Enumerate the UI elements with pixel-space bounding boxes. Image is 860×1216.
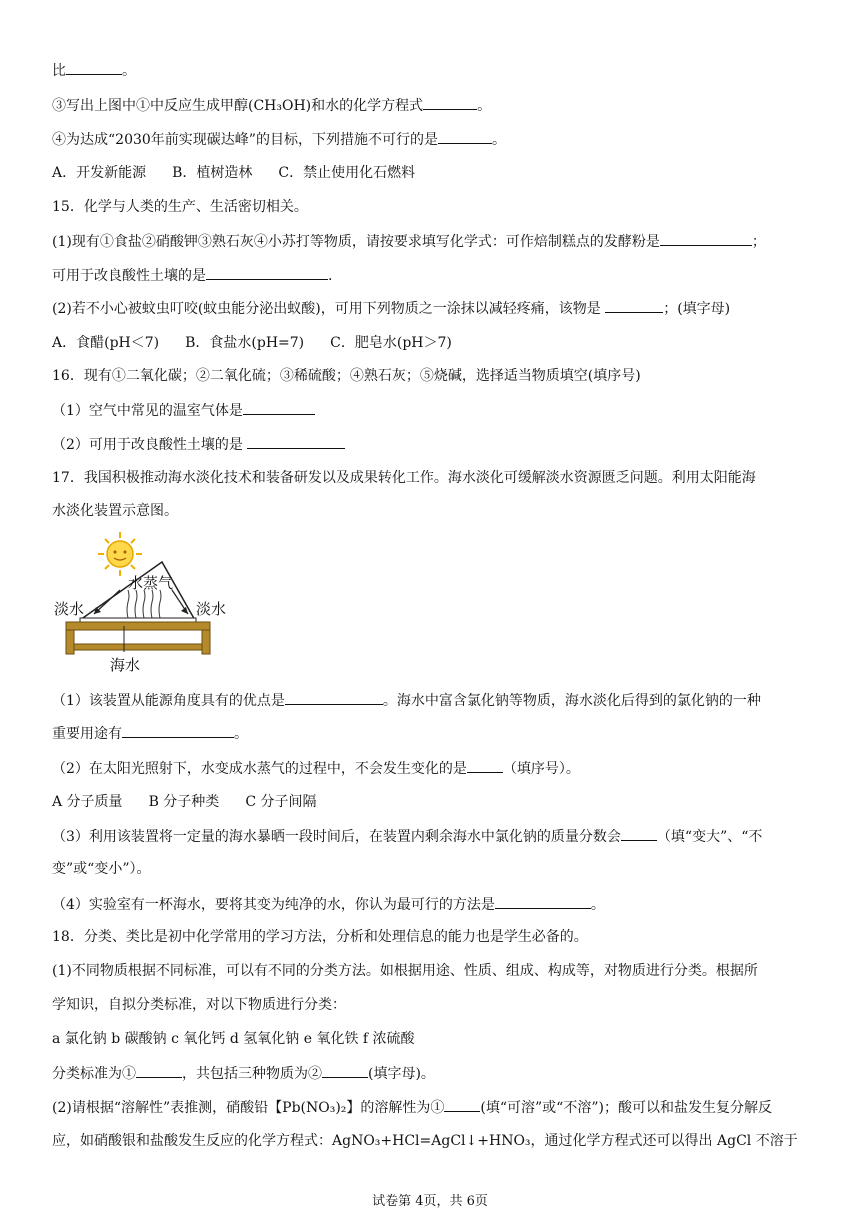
text-line: （3）利用该装置将一定量的海水暴晒一段时间后，在装置内剩余海水中氯化钠的质量分数会 （填“变大”、“不: [52, 826, 820, 847]
options-line: A 分子质量 B 分子种类 C 分子间隔: [52, 794, 317, 810]
text-line: 重要用途有 。: [52, 723, 820, 744]
page-footer: 试卷第 4页，共 6页: [372, 1194, 488, 1209]
text-line: (1)不同物质根据不同标准，可以有不同的分类方法。如根据用途、性质、组成、构成等，对物质进行分类。根据所: [52, 963, 758, 979]
answer-blank[interactable]: [322, 1063, 368, 1078]
answer-blank[interactable]: [247, 434, 345, 449]
text-line: 学知识，自拟分类标准，对以下物质进行分类：: [52, 997, 346, 1013]
question-16: 16．现有①二氧化碳；②二氧化硫；③稀硫酸；④熟石灰；⑤烧碱，选择适当物质填空(填序号): [52, 368, 641, 384]
text-line: (2)请根据“溶解性”表推测，硝酸铅【Pb(NO₃)₂】的溶解性为① (填“可溶”或“不溶”)；酸可以和盐发生复分解反: [52, 1097, 820, 1118]
answer-blank[interactable]: [206, 265, 328, 280]
answer-blank[interactable]: [605, 298, 663, 313]
text-line: 水淡化装置示意图。: [52, 503, 178, 519]
text-line: 应，如硝酸银和盐酸发生反应的化学方程式：AgNO₃+HCl=AgCl↓+HNO₃，通过化学方程式还可以得出 AgCl 不溶于: [52, 1133, 798, 1149]
options-line: A．开发新能源 B．植树造林 C．禁止使用化石燃料: [52, 165, 416, 181]
text-line: ④为达成“2030年前实现碳达峰”的目标，下列措施不可行的是 。: [52, 129, 820, 150]
sun-icon: [98, 532, 142, 576]
answer-blank[interactable]: [136, 1063, 182, 1078]
answer-blank[interactable]: [621, 826, 657, 841]
label-fresh-water-right: 淡水: [196, 600, 227, 618]
substance-list: a 氯化钠 b 碳酸钠 c 氧化钙 d 氢氧化钠 e 氧化铁 f 浓硫酸: [52, 1031, 415, 1047]
answer-blank[interactable]: [444, 1097, 480, 1112]
answer-blank[interactable]: [438, 129, 492, 144]
text-line: （1）空气中常见的温室气体是: [52, 400, 820, 421]
answer-blank[interactable]: [285, 690, 383, 705]
options-line: A．食醋(pH＜7) B．食盐水(pH=7) C．肥皂水(pH＞7): [52, 335, 452, 351]
question-15: 15．化学与人类的生产、生活密切相关。: [52, 199, 308, 215]
text-line: （2）可用于改良酸性土壤的是: [52, 434, 820, 455]
solar-desalination-diagram: [50, 530, 227, 678]
label-fresh-water-left: 淡水: [54, 600, 85, 618]
text-line: （2）在太阳光照射下，水变成水蒸气的过程中，不会发生变化的是 （填序号）。: [52, 758, 820, 779]
text-line: 比 。: [52, 60, 820, 81]
answer-blank[interactable]: [467, 758, 503, 773]
vapor-arrows-icon: [127, 590, 161, 618]
text-line: （1）该装置从能源角度具有的优点是 。海水中富含氯化钠等物质，海水淡化后得到的氯化钠的一种: [52, 690, 820, 711]
answer-blank[interactable]: [122, 723, 234, 738]
text-line: （4）实验室有一杯海水，要将其变为纯净的水，你认为最可行的方法是 。: [52, 894, 820, 915]
answer-blank[interactable]: [423, 95, 477, 110]
text-line: 变”或“变小”）。: [52, 861, 151, 877]
answer-blank[interactable]: [495, 894, 591, 909]
question-17: 17．我国积极推动海水淡化技术和装备研发以及成果转化工作。海水淡化可缓解淡水资源匮乏问题。利用太阳能海: [52, 470, 756, 486]
answer-blank[interactable]: [66, 60, 122, 75]
question-18: 18．分类、类比是初中化学常用的学习方法，分析和处理信息的能力也是学生必备的。: [52, 929, 588, 945]
text-line: (1)现有①食盐②硝酸钾③熟石灰④小苏打等物质，请按要求填写化学式：可作焙制糕点的发酵粉是 ；: [52, 231, 820, 252]
text-line: ③写出上图中①中反应生成甲醇(CH₃OH)和水的化学方程式 。: [52, 95, 820, 116]
text-line: (2)若不小心被蚊虫叮咬(蚊虫能分泌出蚁酸)，可用下列物质之一涂抹以减轻疼痛，该物是 ；(填字母): [52, 298, 820, 319]
answer-blank[interactable]: [243, 400, 315, 415]
label-seawater: 海水: [110, 656, 141, 674]
text-line: 可用于改良酸性土壤的是 .: [52, 265, 820, 286]
label-vapor: 水蒸气: [128, 574, 174, 592]
answer-blank[interactable]: [660, 231, 752, 246]
text-line: 分类标准为① ，共包括三种物质为② (填字母)。: [52, 1063, 820, 1084]
